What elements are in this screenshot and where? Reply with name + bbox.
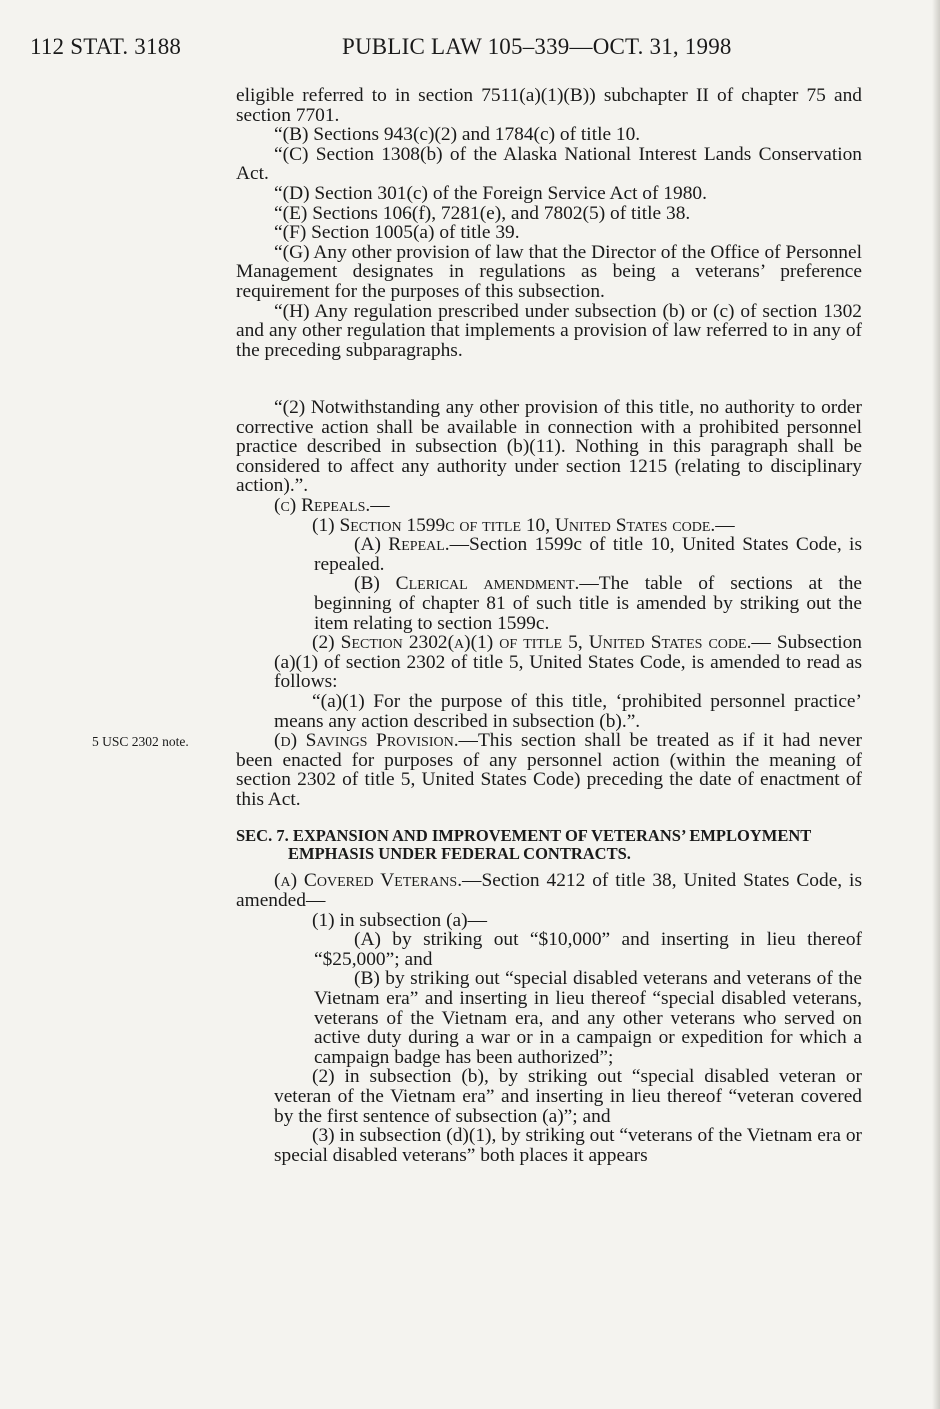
paragraph-text: This section shall be treated as if it had never been enacted for purposes of any personnel action (within the meaning of section 2302 of title 5, United States Code) preceding the date of enactment of this Act.: [236, 730, 862, 810]
margin-note: 5 USC 2302 note.: [92, 734, 189, 749]
paragraph: “(H) Any regulation prescribed under subsection (b) or (c) of section 1302 and any other regulation that implements a provision of law referred to in any of the preceding subparagraphs.: [236, 300, 862, 361]
paragraph: [236, 871, 862, 910]
paragraph: “(G) Any other provision of law that the Director of the Office of Personnel Management designates in regulations as being a veterans’ preference requirement for the purposes of this subsection.: [236, 241, 862, 302]
paragraph: [236, 535, 862, 574]
paragraph: “(D) Section 301(c) of the Foreign Service Act of 1980.: [274, 182, 707, 204]
section-heading: [236, 827, 862, 863]
section-heading-line: SEC. 7. EXPANSION AND IMPROVEMENT OF VETERANS’ EMPLOYMENT: [236, 826, 812, 846]
paragraph: “(a)(1) For the purpose of this title, ‘prohibited personnel practice’ means any action described in subsection (b).”.: [274, 690, 862, 732]
paragraph: (2) in subsection (b), by striking out “special disabled veteran or veteran of the Vietnam era” and inserting in lieu thereof “veteran covered by the first sentence of subsection (a)”; and: [274, 1066, 862, 1127]
paragraph-heading: (d) Savings Provision.—: [274, 730, 478, 752]
paragraph-heading: (A) Repeal.—: [354, 534, 470, 556]
paragraph: [236, 731, 862, 809]
paragraph-heading: (a) Covered Veterans.—: [274, 870, 482, 892]
paragraph: (1) in subsection (a)—: [312, 909, 488, 931]
paragraph: [236, 516, 862, 536]
paragraph-text: Subsection (a)(1) of section 2302 of title 5, United States Code, is amended to read as follows:: [274, 632, 862, 693]
paragraph-text: The table of sections at the beginning of chapter 81 of such title is amended by striking out the item relating to section 1599c.: [314, 573, 863, 634]
paragraph: “(E) Sections 106(f), 7281(e), and 7802(5) of title 38.: [274, 202, 691, 224]
scan-edge-shadow: [932, 0, 940, 1409]
paragraph: (3) in subsection (d)(1), by striking out “veterans of the Vietnam era or special disabled veterans” both places it appears: [274, 1125, 862, 1166]
paragraph: eligible referred to in section 7511(a)(1)(B)) subchapter II of chapter 75 and section 7701.: [236, 85, 862, 126]
document-body: [236, 86, 862, 360]
paragraph: “(2) Notwithstanding any other provision of this title, no authority to order corrective action shall be available in connection with a prohibited personnel practice described in subsection (b)(11). Nothing in this paragraph shall be considered to affect any authority under section 1215 (relating to disciplinary action).”.: [236, 397, 862, 497]
paragraph: “(B) Sections 943(c)(2) and 1784(c) of title 10.: [274, 124, 641, 146]
paragraph: [236, 633, 862, 692]
paragraph-heading: (B) Clerical amendment.—: [354, 573, 599, 595]
section-heading-line: EMPHASIS UNDER FEDERAL CONTRACTS.: [288, 844, 631, 864]
paragraph-text: Section 4212 of title 38, United States Code, is amended—: [236, 870, 862, 912]
paragraph: “(F) Section 1005(a) of title 39.: [274, 222, 520, 244]
paragraph-heading: (1) Section 1599c of title 10, United States code.—: [312, 514, 735, 536]
paragraph-text: Section 1599c of title 10, United States Code, is repealed.: [314, 534, 862, 575]
paragraph: (B) by striking out “special disabled veterans and veterans of the Vietnam era” and inserting in lieu thereof “special disabled veterans, veterans of the Vietnam era, and any other veterans who served on active duty during a war or in a campaign or expedition for which a campaign badge has been authorized”;: [314, 968, 862, 1068]
statute-citation: 112 STAT. 3188: [30, 34, 182, 59]
repeals-heading: (c) Repeals.—: [274, 494, 390, 516]
paragraph-heading: (2) Section 2302(a)(1) of title 5, United States code.—: [312, 632, 771, 654]
paragraph: (A) by striking out “$10,000” and inserting in lieu thereof “$25,000”; and: [314, 929, 862, 970]
paragraph: “(C) Section 1308(b) of the Alaska National Interest Lands Conservation Act.: [236, 143, 862, 185]
subsection-label: [236, 496, 862, 516]
document-body-continued: [236, 398, 862, 1165]
paragraph: [236, 574, 862, 633]
public-law-title: PUBLIC LAW 105–339—OCT. 31, 1998: [342, 34, 732, 59]
